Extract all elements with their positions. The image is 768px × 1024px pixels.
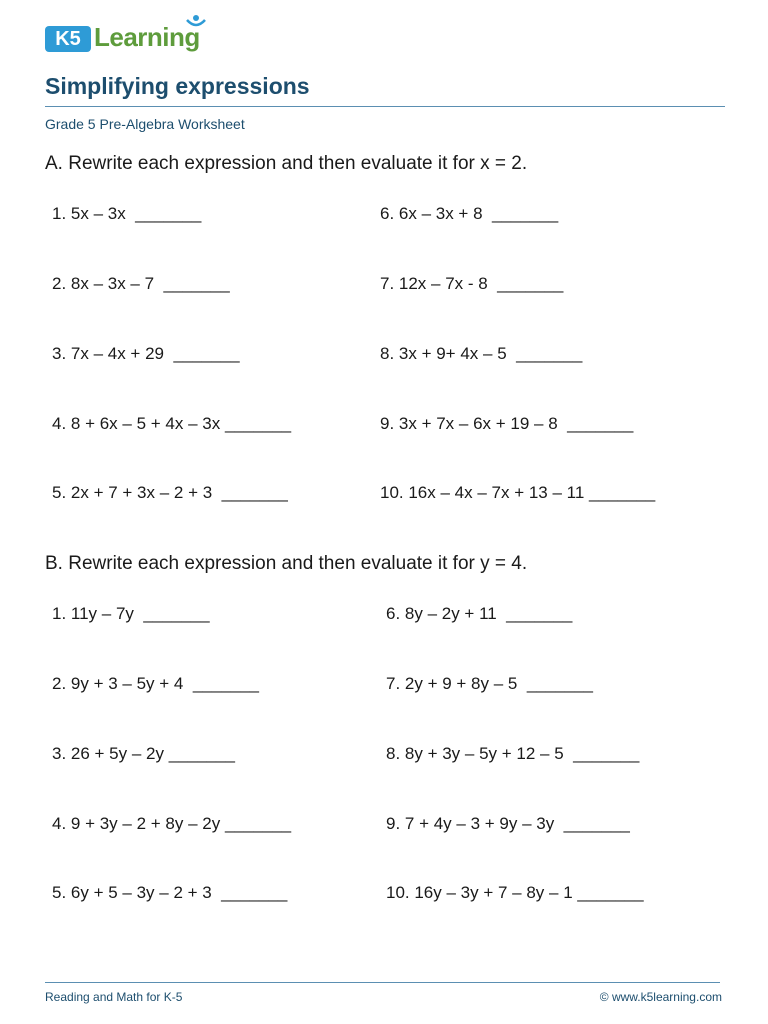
problem-a-6: 6. 6x – 3x + 8 _______: [380, 204, 559, 223]
problem-b-2: 2. 9y + 3 – 5y + 4 _______: [52, 674, 259, 693]
problem-b-6: 6. 8y – 2y + 11 _______: [386, 604, 573, 623]
problem-a-10: 10. 16x – 4x – 7x + 13 – 11 _______: [380, 483, 656, 502]
section-b-heading: B. Rewrite each expression and then evaluate it for y = 4.: [45, 553, 528, 574]
section-a-heading: A. Rewrite each expression and then evaluate it for x = 2.: [45, 153, 528, 174]
problem-a-7: 7. 12x – 7x - 8 _______: [380, 274, 564, 293]
problem-a-9: 9. 3x + 7x – 6x + 19 – 8 _______: [380, 414, 634, 433]
problem-b-5: 5. 6y + 5 – 3y – 2 + 3 _______: [52, 883, 288, 902]
problem-a-3: 3. 7x – 4x + 29 _______: [52, 344, 240, 363]
problem-a-4: 4. 8 + 6x – 5 + 4x – 3x _______: [52, 414, 292, 433]
footer-website: © www.k5learning.com: [599, 990, 722, 1004]
footer-divider: [45, 982, 720, 983]
problem-b-8: 8. 8y + 3y – 5y + 12 – 5 _______: [386, 744, 640, 763]
problem-b-4: 4. 9 + 3y – 2 + 8y – 2y _______: [52, 814, 292, 833]
logo-wordmark: Learning: [94, 22, 200, 52]
problem-b-3: 3. 26 + 5y – 2y _______: [52, 744, 235, 763]
logo-person-icon: [185, 14, 207, 30]
problem-b-1: 1. 11y – 7y _______: [52, 604, 210, 623]
problem-a-5: 5. 2x + 7 + 3x – 2 + 3 _______: [52, 483, 288, 502]
k5-learning-logo: [45, 14, 205, 56]
problem-b-10: 10. 16y – 3y + 7 – 8y – 1 _______: [386, 883, 644, 902]
problem-b-7: 7. 2y + 9 + 8y – 5 _______: [386, 674, 593, 693]
title-divider: [45, 106, 725, 107]
problem-b-9: 9. 7 + 4y – 3 + 9y – 3y _______: [386, 814, 630, 833]
problem-a-8: 8. 3x + 9+ 4x – 5 _______: [380, 344, 583, 363]
page-subtitle: Grade 5 Pre-Algebra Worksheet: [45, 116, 245, 132]
problem-a-1: 1. 5x – 3x _______: [52, 204, 202, 223]
problem-a-2: 2. 8x – 3x – 7 _______: [52, 274, 230, 293]
footer-tagline: Reading and Math for K-5: [45, 990, 183, 1004]
logo-k5-text: K5: [55, 28, 81, 50]
page-title: Simplifying expressions: [45, 73, 310, 99]
